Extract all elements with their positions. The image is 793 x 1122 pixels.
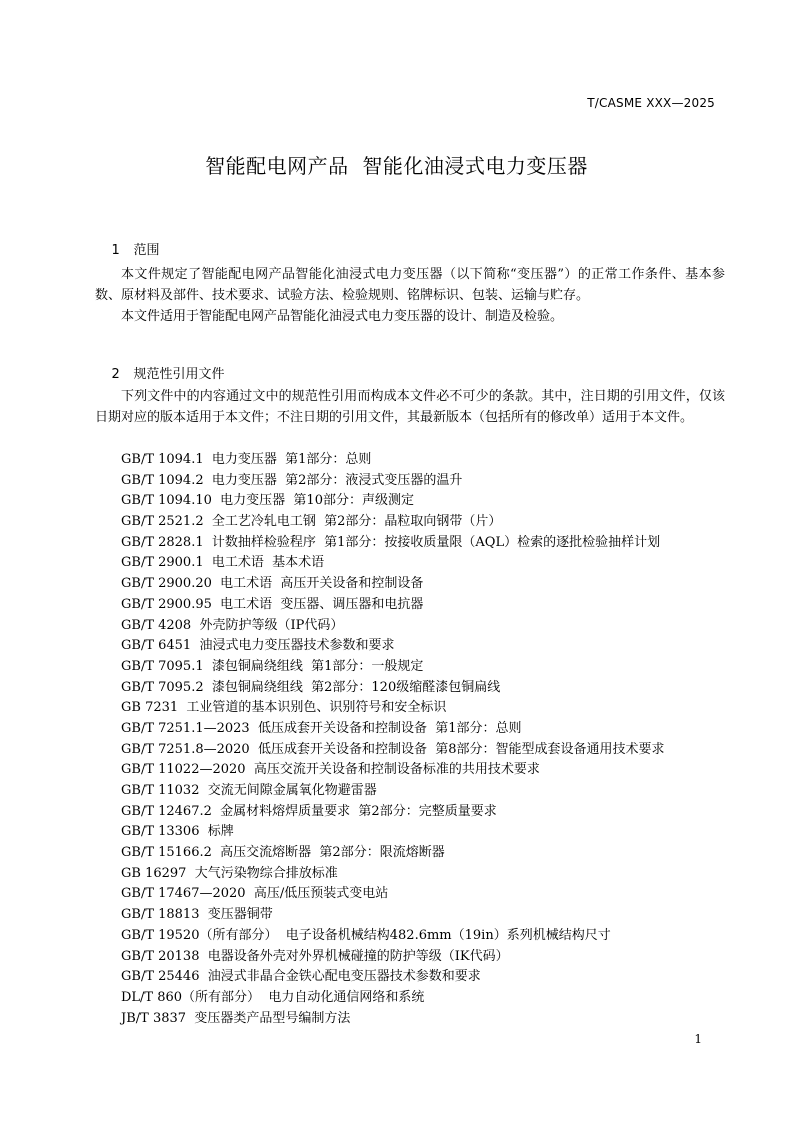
reference-title: 漆包铜扁绕组线 第2部分：120级缩醛漆包铜扁线 <box>211 679 501 695</box>
reference-item <box>121 698 665 719</box>
reference-code: GB 16297 <box>121 865 187 881</box>
reference-code: GB/T 11032 <box>121 783 200 798</box>
reference-title: 工业管道的基本识别色、识别符号和安全标识 <box>186 700 447 716</box>
reference-item <box>121 636 665 657</box>
reference-item <box>121 574 665 595</box>
reference-title: 低压成套开关设备和控制设备 第8部分：智能型成套设备通用技术要求 <box>257 741 665 757</box>
reference-title: 计数抽样检验程序 第1部分：按接收质量限（AQL）检索的逐批检验抽样计划 <box>211 534 661 550</box>
reference-title: 变压器类产品型号编制方法 <box>194 1010 351 1026</box>
reference-item <box>121 802 665 823</box>
reference-title: 交流无间隙金属氧化物避雷器 <box>207 783 377 798</box>
section-1-number: 1 <box>111 243 120 258</box>
reference-item <box>121 450 665 471</box>
reference-code: GB/T 7095.2 <box>121 679 204 695</box>
reference-item <box>121 491 665 512</box>
reference-code: GB 7231 <box>121 700 179 716</box>
reference-code: GB/T 19520（所有部分） <box>121 927 278 943</box>
reference-item <box>121 740 665 761</box>
document-title: 智能配电网产品 智能化油浸式电力变压器 <box>205 154 588 178</box>
page-number: 1 <box>694 1032 702 1046</box>
reference-title: 低压成套开关设备和控制设备 第1部分：总则 <box>257 720 522 736</box>
reference-item <box>121 553 665 574</box>
reference-code: GB/T 2900.1 <box>121 555 204 571</box>
reference-title: 高压/低压预装式变电站 <box>253 886 389 902</box>
scope-paragraph-2: 本文件适用于智能配电网产品智能化油浸式电力变压器的设计、制造及检验。 <box>121 309 564 324</box>
reference-code: GB/T 2828.1 <box>121 534 204 550</box>
reference-code: GB/T 1094.10 <box>121 493 212 509</box>
section-1-title: 范围 <box>133 243 160 258</box>
reference-title: 外壳防护等级（IP代码） <box>199 617 344 633</box>
reference-code: GB/T 18813 <box>121 907 200 923</box>
reference-code: GB/T 4208 <box>121 617 192 633</box>
reference-code: GB/T 2900.20 <box>121 576 212 592</box>
section-2-number: 2 <box>111 367 120 382</box>
reference-code: DL/T 860（所有部分） <box>121 989 261 1005</box>
reference-title: 电力变压器 第10部分：声级测定 <box>220 493 414 509</box>
reference-code: GB/T 2900.95 <box>121 596 212 612</box>
reference-title: 变压器铜带 <box>207 907 273 923</box>
reference-title: 油浸式电力变压器技术参数和要求 <box>199 638 395 654</box>
reference-item <box>121 760 665 781</box>
reference-title: 大气污染物综合排放标准 <box>194 865 338 881</box>
reference-title: 高压交流开关设备和控制设备标准的共用技术要求 <box>253 762 540 778</box>
section-2-title: 规范性引用文件 <box>133 367 225 382</box>
standard-code: T/CASME XXX—2025 <box>587 96 715 110</box>
reference-title: 漆包铜扁绕组线 第1部分：一般规定 <box>211 658 424 674</box>
reference-title: 电工术语 基本术语 <box>211 555 325 571</box>
reference-item <box>121 657 665 678</box>
reference-code: GB/T 17467—2020 <box>121 886 246 902</box>
reference-title: 电力变压器 第2部分：液浸式变压器的温升 <box>211 472 463 488</box>
reference-code: GB/T 13306 <box>121 824 200 840</box>
reference-code: GB/T 2521.2 <box>121 514 204 530</box>
reference-title: 油浸式非晶合金铁心配电变压器技术参数和要求 <box>207 969 481 985</box>
reference-item <box>121 884 665 905</box>
reference-code: GB/T 25446 <box>121 969 200 985</box>
reference-item <box>121 678 665 699</box>
reference-title: 金属材料熔焊质量要求 第2部分：完整质量要求 <box>220 803 497 819</box>
reference-item <box>121 988 665 1009</box>
reference-item <box>121 616 665 637</box>
reference-code: GB/T 12467.2 <box>121 803 212 819</box>
reference-item <box>121 947 665 968</box>
reference-item <box>121 595 665 616</box>
reference-code: GB/T 1094.1 <box>121 452 204 467</box>
reference-item <box>121 512 665 533</box>
reference-code: GB/T 11022—2020 <box>121 762 246 778</box>
reference-code: GB/T 7251.8—2020 <box>121 741 250 757</box>
reference-item <box>121 1009 665 1030</box>
reference-code: GB/T 20138 <box>121 948 200 964</box>
reference-item <box>121 905 665 926</box>
reference-item <box>121 864 665 885</box>
reference-title: 电力自动化通信网络和系统 <box>268 989 425 1005</box>
reference-code: GB/T 1094.2 <box>121 472 204 488</box>
reference-item <box>121 471 665 492</box>
reference-item <box>121 822 665 843</box>
reference-list <box>121 450 665 1029</box>
reference-title: 标牌 <box>207 824 234 840</box>
scope-paragraph-1: 本文件规定了智能配电网产品智能化油浸式电力变压器（以下简称“变压器”）的正常工作条件、基本参数、原材料及部件、技术要求、试验方法、检验规则、铭牌标识、包装、运输与贮存。 <box>95 267 725 303</box>
reference-title: 电子设备机械结构482.6mm（19in）系列机械结构尺寸 <box>285 927 611 943</box>
reference-item <box>121 781 665 802</box>
reference-code: GB/T 7095.1 <box>121 658 204 674</box>
reference-title: 高压交流熔断器 第2部分：限流熔断器 <box>220 845 445 861</box>
reference-title: 电工术语 高压开关设备和控制设备 <box>220 576 424 592</box>
reference-code: GB/T 6451 <box>121 638 192 654</box>
reference-item <box>121 533 665 554</box>
reference-code: GB/T 7251.1—2023 <box>121 720 250 736</box>
reference-item <box>121 719 665 740</box>
reference-item <box>121 843 665 864</box>
reference-code: JB/T 3837 <box>121 1010 187 1026</box>
reference-title: 电器设备外壳对外界机械碰撞的防护等级（IK代码） <box>207 948 509 964</box>
reference-code: GB/T 15166.2 <box>121 845 212 861</box>
reference-title: 电工术语 变压器、调压器和电抗器 <box>220 596 424 612</box>
references-intro: 下列文件中的内容通过文中的规范性引用而构成本文件必不可少的条款。其中，注日期的引用文件，仅该日期对应的版本适用于本文件；不注日期的引用文件，其最新版本（包括所有的修改单）适用于本文件。 <box>95 389 725 425</box>
reference-item <box>121 926 665 947</box>
reference-title: 电力变压器 第1部分：总则 <box>211 452 372 467</box>
reference-item <box>121 967 665 988</box>
reference-title: 全工艺冷轧电工钢 第2部分：晶粒取向钢带（片） <box>211 514 502 530</box>
